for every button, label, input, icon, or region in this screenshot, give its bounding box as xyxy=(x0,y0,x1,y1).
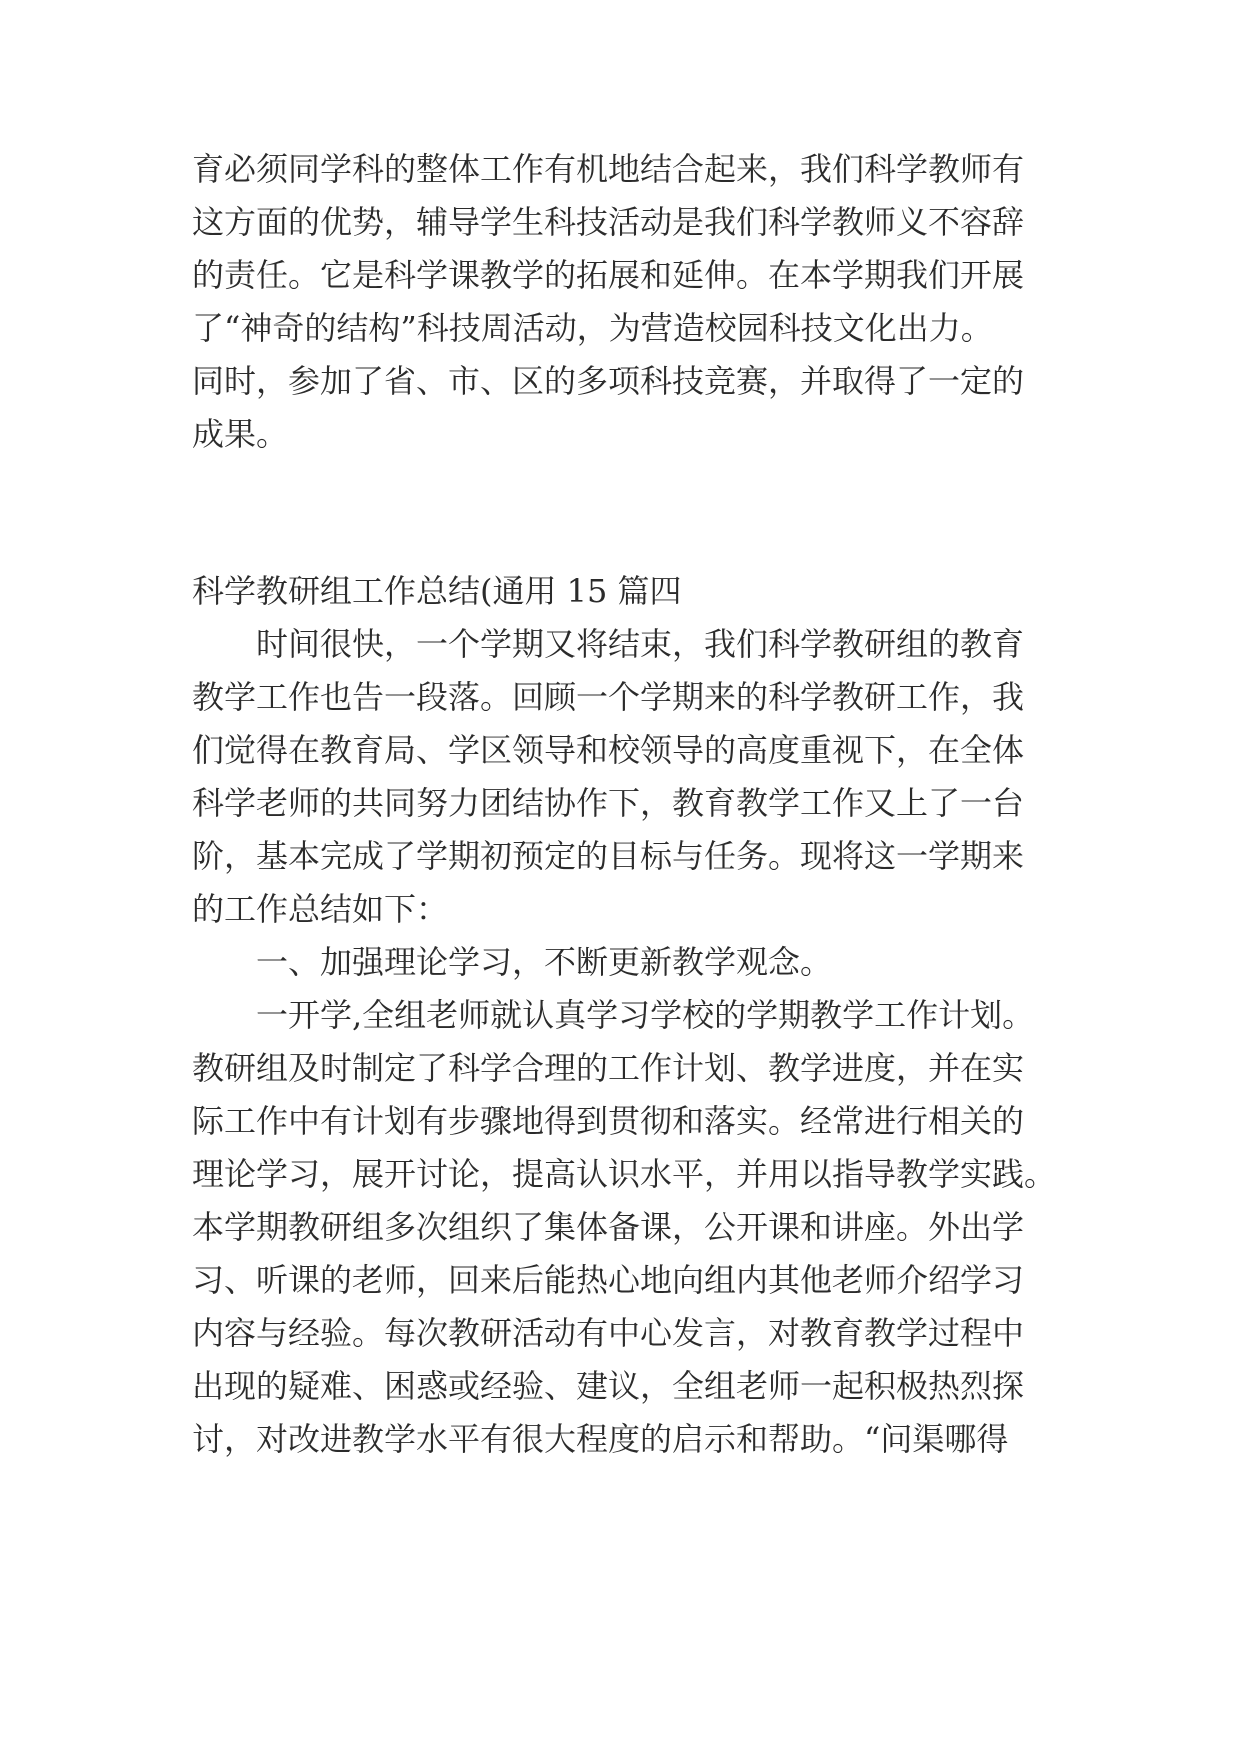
paragraph-line: 这方面的优势，辅导学生科技活动是我们科学教师义不容辞 xyxy=(192,203,1025,241)
paragraph-line: 理论学习，展开讨论，提高认识水平，并用以指导教学实践。 xyxy=(192,1155,1057,1193)
paragraph-line: 的工作总结如下： xyxy=(192,890,449,928)
paragraph-line: 科学老师的共同努力团结协作下，教育教学工作又上了一台 xyxy=(192,784,1025,822)
paragraph-line: 一开学,全组老师就认真学习学校的学期教学工作计划。 xyxy=(256,996,1035,1034)
paragraph-line: 教学工作也告一段落。回顾一个学期来的科学教研工作，我 xyxy=(192,678,1025,716)
paragraph-line: 育必须同学科的整体工作有机地结合起来，我们科学教师有 xyxy=(192,150,1025,188)
paragraph-line: 本学期教研组多次组织了集体备课，公开课和讲座。外出学 xyxy=(192,1208,1025,1246)
section-title: 科学教研组工作总结(通用 15 篇四 xyxy=(192,572,682,610)
paragraph-line: 同时，参加了省、市、区的多项科技竞赛，并取得了一定的 xyxy=(192,362,1025,400)
paragraph-line: 讨，对改进教学水平有很大程度的启示和帮助。“问渠哪得 xyxy=(192,1420,1009,1458)
paragraph-line: 的责任。它是科学课教学的拓展和延伸。在本学期我们开展 xyxy=(192,256,1025,294)
paragraph-line: 们觉得在教育局、学区领导和校领导的高度重视下，在全体 xyxy=(192,731,1025,769)
paragraph-line: 际工作中有计划有步骤地得到贯彻和落实。经常进行相关的 xyxy=(192,1102,1025,1140)
paragraph-line: 时间很快，一个学期又将结束，我们科学教研组的教育 xyxy=(256,625,1025,663)
paragraph-line: 习、听课的老师，回来后能热心地向组内其他老师介绍学习 xyxy=(192,1261,1025,1299)
paragraph-line: 教研组及时制定了科学合理的工作计划、教学进度，并在实 xyxy=(192,1049,1025,1087)
subheading: 一、加强理论学习，不断更新教学观念。 xyxy=(256,943,833,981)
paragraph-line: 了“神奇的结构”科技周活动，为营造校园科技文化出力。 xyxy=(192,309,993,347)
paragraph-line: 成果。 xyxy=(192,415,289,453)
paragraph-line: 出现的疑难、困惑或经验、建议，全组老师一起积极热烈探 xyxy=(192,1367,1025,1405)
paragraph-line: 阶，基本完成了学期初预定的目标与任务。现将这一学期来 xyxy=(192,837,1025,875)
paragraph-line: 内容与经验。每次教研活动有中心发言，对教育教学过程中 xyxy=(192,1314,1025,1352)
